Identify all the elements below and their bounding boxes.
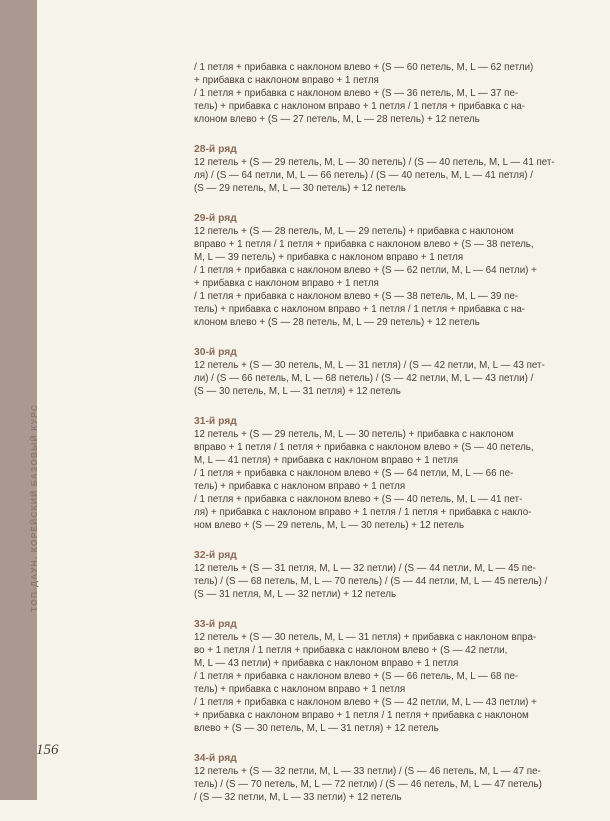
side-bar	[0, 0, 37, 800]
instruction-line: (S — 30 петель, M, L — 31 петля) + 12 петель	[194, 386, 401, 397]
instruction-line: 12 петель + (S — 28 петель, M, L — 29 петель) + прибавка с наклоном	[194, 226, 514, 237]
row-block	[194, 346, 544, 398]
instruction-line: 12 петель + (S — 29 петель, M, L — 30 петель) + прибавка с наклоном	[194, 429, 514, 440]
instruction-line: / 1 петля + прибавка с наклоном влево + (S — 62 петли, M, L — 64 петли) +	[194, 265, 537, 276]
row-block	[194, 752, 544, 804]
instruction-line: тель) + прибавка с наклоном вправо + 1 петля	[194, 481, 406, 492]
instruction-line: / 1 петля + прибавка с наклоном влево + (S — 66 петель, M, L — 68 пе-	[194, 671, 519, 682]
row-heading: 34-й ряд	[194, 753, 237, 764]
instruction-line: ном влево + (S — 29 петель, M, L — 30 петель) + 12 петель	[194, 520, 465, 531]
row-heading: 28-й ряд	[194, 144, 237, 155]
continuation-block	[194, 61, 544, 126]
row-block	[194, 143, 555, 195]
instruction-line: 12 петель + (S — 31 петля, M, L — 32 петли) / (S — 44 петли, M, L — 45 пе-	[194, 563, 536, 574]
instruction-line: во + 1 петля / 1 петля + прибавка с наклоном влево + (S — 42 петли,	[194, 645, 508, 656]
row-block	[194, 549, 548, 601]
row-heading: 31-й ряд	[194, 416, 237, 427]
instruction-line: 12 петель + (S — 30 петель, M, L — 31 петля) / (S — 42 петли, M, L — 43 пет-	[194, 360, 545, 371]
instruction-line: тель) / (S — 68 петель, M, L — 70 петель) / (S — 44 петли, M, L — 45 петель) /	[194, 576, 548, 587]
instruction-line: тель) / (S — 70 петель, M, L — 72 петли) / (S — 46 петель, M, L — 47 петель)	[194, 779, 542, 790]
instruction-line: тель) + прибавка с наклоном вправо + 1 петля / 1 петля + прибавка с на-	[194, 304, 526, 315]
instruction-line: 12 петель + (S — 29 петель, M, L — 30 петель) / (S — 40 петель, M, L — 41 пет-	[194, 157, 555, 168]
pattern-text	[194, 61, 555, 821]
instruction-line: M, L — 39 петель) + прибавка с наклоном вправо + 1 петля	[194, 252, 464, 263]
instruction-line: клоном влево + (S — 28 петель, M, L — 29 петель) + 12 петель	[194, 317, 480, 328]
instruction-line: ли) / (S — 66 петель, M, L — 68 петель) / (S — 42 петли, M, L — 43 петли) /	[194, 373, 534, 384]
page-number: 156	[36, 742, 59, 758]
instruction-line: / (S — 32 петли, M, L — 33 петли) + 12 петель	[194, 792, 402, 803]
instruction-line: вправо + 1 петля / 1 петля + прибавка с наклоном влево + (S — 40 петель,	[194, 442, 534, 453]
instruction-line: влево + (S — 30 петель, M, L — 31 петля) + 12 петель	[194, 723, 439, 734]
instruction-line: 12 петель + (S — 30 петель, M, L — 31 петля) + прибавка с наклоном впра-	[194, 632, 537, 643]
instruction-line: / 1 петля + прибавка с наклоном влево + (S — 36 петель, M, L — 37 пе-	[194, 88, 519, 99]
instruction-line: клоном влево + (S — 27 петель, M, L — 28 петель) + 12 петель	[194, 114, 480, 125]
instruction-line: + прибавка с наклоном вправо + 1 петля	[194, 278, 379, 289]
instruction-line: + прибавка с наклоном вправо + 1 петля	[194, 75, 379, 86]
row-block	[194, 212, 544, 329]
row-heading: 30-й ряд	[194, 347, 237, 358]
instruction-line: тель) + прибавка с наклоном вправо + 1 петля / 1 петля + прибавка с на-	[194, 101, 526, 112]
instruction-line: + прибавка с наклоном вправо + 1 петля / 1 петля + прибавка с наклоном	[194, 710, 529, 721]
instruction-line: / 1 петля + прибавка с наклоном влево + (S — 60 петель, M, L — 62 петли)	[194, 62, 534, 73]
instruction-line: / 1 петля + прибавка с наклоном влево + (S — 40 петель, M, L — 41 пет-	[194, 494, 523, 505]
instruction-line: (S — 31 петля, M, L — 32 петли) + 12 петель	[194, 589, 397, 600]
instruction-line: 12 петель + (S — 32 петли, M, L — 33 петли) / (S — 46 петель, M, L — 47 пе-	[194, 766, 541, 777]
row-heading: 29-й ряд	[194, 213, 237, 224]
instruction-line: ля) / (S — 64 петли, M, L — 66 петель) / (S — 40 петель, M, L — 41 петля) /	[194, 170, 533, 181]
instruction-line: M, L — 41 петля) + прибавка с наклоном вправо + 1 петля	[194, 455, 459, 466]
instruction-line: вправо + 1 петля / 1 петля + прибавка с наклоном влево + (S — 38 петель,	[194, 239, 534, 250]
row-block	[194, 415, 544, 532]
instruction-line: M, L — 43 петли) + прибавка с наклоном вправо + 1 петля	[194, 658, 459, 669]
row-heading: 33-й ряд	[194, 619, 237, 630]
instruction-line: (S — 29 петель, M, L — 30 петель) + 12 петель	[194, 183, 406, 194]
instruction-line: / 1 петля + прибавка с наклоном влево + (S — 42 петли, M, L — 43 петли) +	[194, 697, 537, 708]
instruction-line: ля) + прибавка с наклоном вправо + 1 петля / 1 петля + прибавка с накло-	[194, 507, 532, 518]
instruction-line: / 1 петля + прибавка с наклоном влево + (S — 38 петель, M, L — 39 пе-	[194, 291, 519, 302]
instruction-line: тель) + прибавка с наклоном вправо + 1 петля	[194, 684, 406, 695]
row-heading: 32-й ряд	[194, 550, 237, 561]
row-block	[194, 618, 544, 735]
instruction-line: / 1 петля + прибавка с наклоном влево + (S — 64 петли, M, L — 66 пе-	[194, 468, 514, 479]
running-title: ТОП-ДАУН. КОРЕЙСКИЙ БАЗОВЫЙ КУРС	[29, 404, 39, 612]
